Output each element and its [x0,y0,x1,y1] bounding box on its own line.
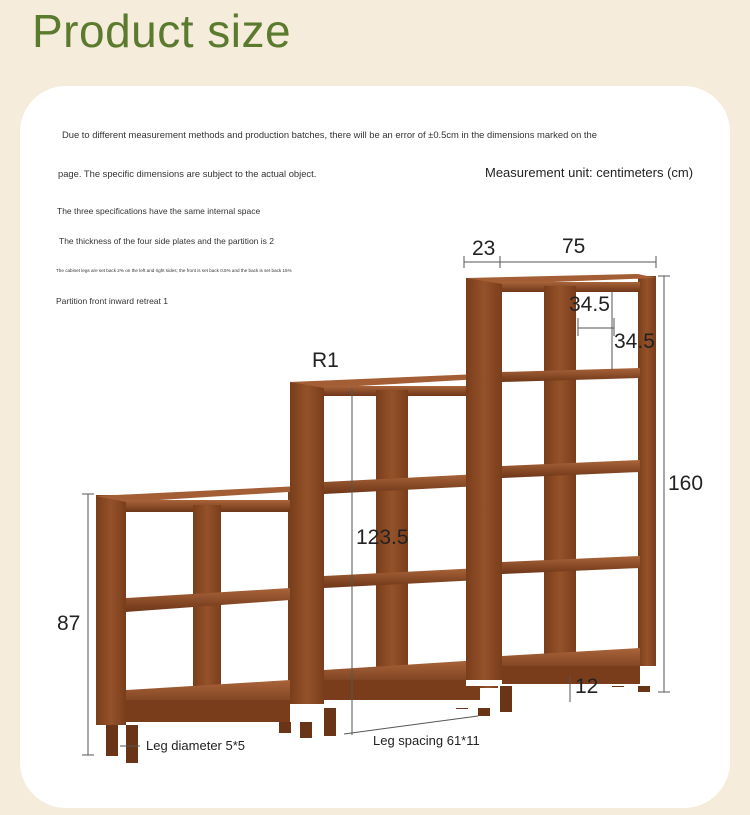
width-dimension: 75 [562,235,586,258]
depth-dimension: 23 [472,237,496,260]
cell-width-dimension: 34.5 [569,293,610,316]
medium-shelf-label: R1 [312,349,339,372]
medium-height-dimension: 123.5 [356,526,409,549]
side-panel [96,495,126,725]
note-leg-setback: The cabinet legs are set back 2% on the left and right sides; the front is set back 0.5% and the back is set back 15% [56,268,292,273]
leg [126,725,138,763]
short-shelf [96,486,320,763]
note-tolerance: Due to different measurement methods and production batches, there will be an error of ±0.5cm in the dimensions marked on the [62,129,597,140]
short-height-dimension: 87 [57,612,81,635]
note-internal-space: The three specifications have the same internal space [57,206,261,216]
leg-diameter-label: Leg diameter 5*5 [146,738,246,753]
measurement-unit: Measurement unit: centimeters (cm) [485,165,694,180]
note-partition: Partition front inward retreat 1 [56,296,168,306]
leg [106,720,118,756]
side-panel [466,278,502,680]
side-panel [290,382,324,704]
note-actual-object: page. The specific dimensions are subject to the actual object. [58,168,317,179]
tall-height-dimension: 160 [668,472,704,495]
leg-height-dimension: 12 [575,675,599,698]
page-title: Product size [32,5,292,57]
leg-spacing-label: Leg spacing 61*11 [373,733,480,748]
note-thickness: The thickness of the four side plates and the partition is 2 [59,236,274,246]
cell-height-dimension: 34.5 [614,330,655,353]
